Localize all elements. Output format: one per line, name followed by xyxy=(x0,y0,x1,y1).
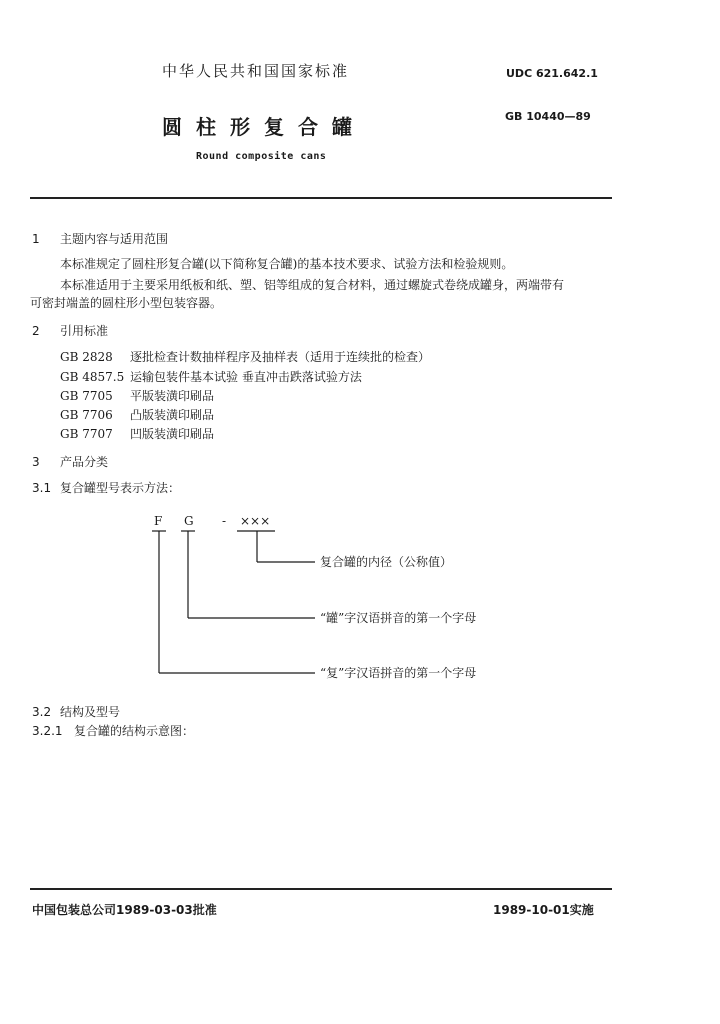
section-1-heading xyxy=(32,230,168,247)
document-title-cn: 圆柱形复合罐 xyxy=(162,115,366,139)
reference-code: GB 2828 xyxy=(60,350,113,364)
section-number: 2 xyxy=(32,324,40,338)
model-designation-diagram xyxy=(150,505,530,685)
reference-item xyxy=(60,348,430,365)
section-title: 引用标准 xyxy=(60,324,109,338)
section-title: 复合罐的结构示意图： xyxy=(74,724,195,738)
section-1-paragraph-2-line-1: 本标准适用于主要采用纸板和纸、塑、铝等组成的复合材料，通过螺旋式卷绕成罐身，两端带有 xyxy=(60,278,565,292)
section-number: 3.2.1 xyxy=(32,724,63,738)
footer-rule xyxy=(30,888,612,890)
reference-text: 凸版装潢印刷品 xyxy=(130,408,215,422)
subsection-3-1-heading xyxy=(32,479,180,496)
reference-code: GB 7705 xyxy=(60,389,113,403)
approval-date: 中国包装总公司1989-03-03批准 xyxy=(32,903,217,917)
section-title: 结构及型号 xyxy=(60,705,121,719)
section-1-paragraph-2-line-2: 可密封端盖的圆柱形小型包装容器。 xyxy=(30,296,223,310)
header-rule xyxy=(30,197,612,199)
section-number: 3.1 xyxy=(32,481,52,495)
diagram-label-diameter: 复合罐的内径（公称值） xyxy=(320,555,453,569)
reference-item xyxy=(60,406,214,423)
section-number: 3 xyxy=(32,455,40,469)
reference-item xyxy=(60,368,362,385)
section-number: 3.2 xyxy=(32,705,52,719)
section-title: 复合罐型号表示方法： xyxy=(60,481,181,495)
reference-text: 运输包装件基本试验 垂直冲击跌落试验方法 xyxy=(130,370,362,384)
diagram-letter-f: F xyxy=(154,514,163,528)
implementation-date: 1989-10-01实施 xyxy=(493,903,594,917)
section-number: 1 xyxy=(32,232,40,246)
section-title: 产品分类 xyxy=(60,455,109,469)
reference-code: GB 7706 xyxy=(60,408,113,422)
subsection-3-2-1-heading xyxy=(32,722,194,739)
reference-text: 凹版装潢印刷品 xyxy=(130,427,215,441)
section-3-heading xyxy=(32,453,108,470)
reference-item xyxy=(60,425,214,442)
diagram-xxx: ××× xyxy=(240,514,271,528)
diagram-dash: - xyxy=(222,514,227,528)
diagram-letter-g: G xyxy=(184,514,194,528)
issuing-body: 中华人民共和国国家标准 xyxy=(162,62,350,80)
section-1-paragraph-1: 本标准规定了圆柱形复合罐(以下简称复合罐)的基本技术要求、试验方法和检验规则。 xyxy=(60,257,514,271)
reference-code: GB 4857.5 xyxy=(60,370,125,384)
subsection-3-2-heading xyxy=(32,703,120,720)
diagram-label-fu: “复”字汉语拼音的第一个字母 xyxy=(320,666,477,680)
section-2-heading xyxy=(32,322,108,339)
gb-number: GB 10440—89 xyxy=(505,110,591,123)
reference-code: GB 7707 xyxy=(60,427,113,441)
reference-text: 平版装潢印刷品 xyxy=(130,389,215,403)
document-title-en: Round composite cans xyxy=(196,151,327,162)
udc-code: UDC 621.642.1 xyxy=(506,67,598,80)
reference-item xyxy=(60,387,214,404)
reference-text: 逐批检查计数抽样程序及抽样表（适用于连续批的检查） xyxy=(130,350,431,364)
section-title: 主题内容与适用范围 xyxy=(60,232,169,246)
diagram-label-guan: “罐”字汉语拼音的第一个字母 xyxy=(320,611,477,625)
